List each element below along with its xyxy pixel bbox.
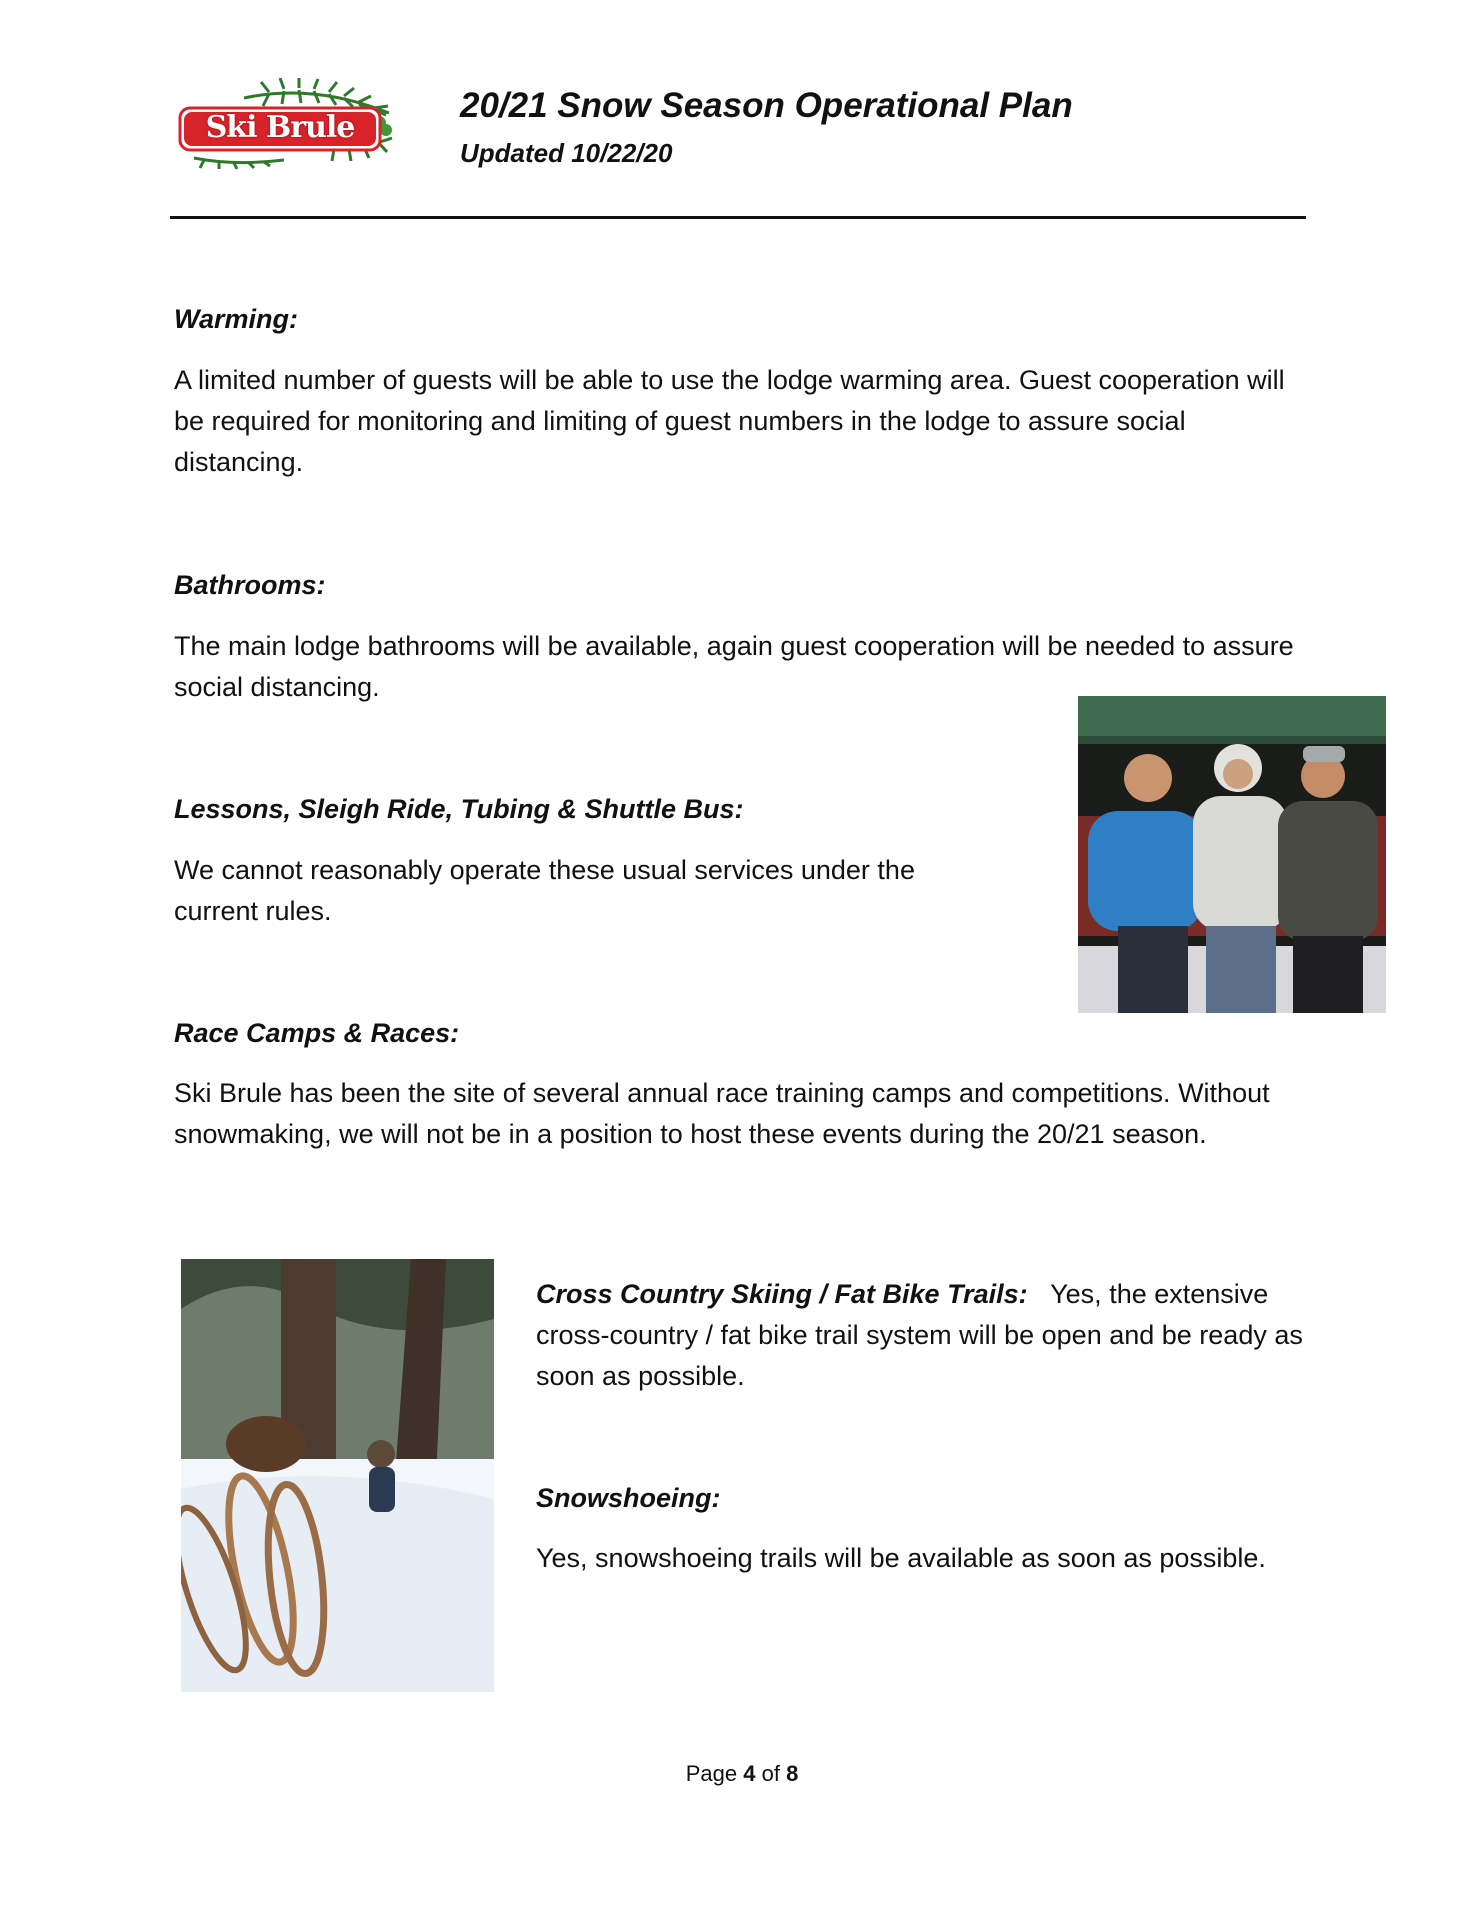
logo-text: Ski Brule <box>205 110 355 145</box>
page-label: Page <box>685 1761 738 1786</box>
lessons-body: We cannot reasonably operate these usual services under the current rules. <box>174 855 915 926</box>
snowshoeing-body: Yes, snowshoeing trails will be available as soon as possible. <box>536 1543 1266 1573</box>
document-title: 20/21 Snow Season Operational Plan <box>460 86 1073 125</box>
race-body: Ski Brule has been the site of several annual race training camps and competitions. Without snowmaking, we will not be in a position to host these events during the 20/21 season. <box>174 1078 1270 1149</box>
header-divider <box>170 216 1306 219</box>
warming-heading: Warming: <box>174 304 299 334</box>
snowshoe-photo <box>181 1259 494 1692</box>
group-photo <box>1078 696 1386 1013</box>
updated-date: Updated 10/22/20 <box>460 138 673 168</box>
page-number <box>0 1761 1484 1787</box>
cross-country-body: Yes, the extensive cross-country / fat bike trail system will be open and be ready as soon as possible. <box>536 1279 1303 1391</box>
ski-brule-logo <box>174 78 398 170</box>
bathrooms-heading: Bathrooms: <box>174 570 326 600</box>
warming-body: A limited number of guests will be able to use the lodge warming area. Guest cooperation will be required for monitoring and limiting of guest numbers in the lodge to assure social distancing. <box>174 365 1285 477</box>
race-heading: Race Camps & Races: <box>174 1018 460 1048</box>
current-page: 4 <box>743 1761 756 1786</box>
cross-country-paragraph <box>536 1274 1316 1397</box>
cross-country-heading: Cross Country Skiing / Fat Bike Trails: <box>536 1279 1028 1309</box>
of-label: of <box>761 1761 780 1786</box>
total-pages: 8 <box>786 1761 799 1786</box>
bathrooms-body: The main lodge bathrooms will be available, again guest cooperation will be needed to assure social distancing. <box>174 631 1294 702</box>
lessons-heading: Lessons, Sleigh Ride, Tubing & Shuttle Bus: <box>174 794 744 824</box>
snowshoeing-heading: Snowshoeing: <box>536 1483 721 1513</box>
